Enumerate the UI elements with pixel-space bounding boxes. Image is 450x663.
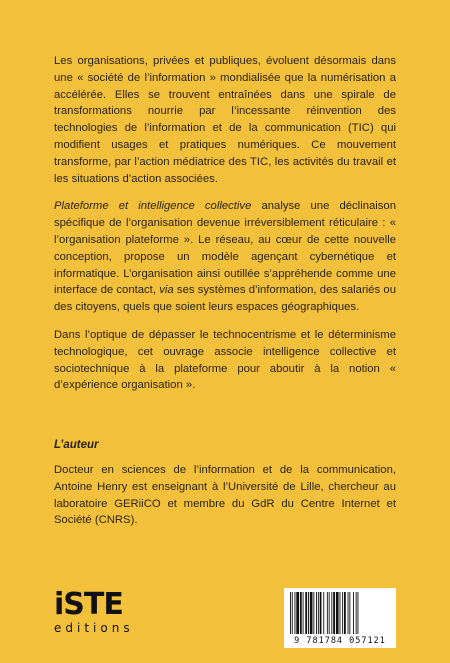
barcode-bar bbox=[323, 592, 324, 634]
barcode-bar bbox=[358, 592, 359, 634]
barcode-bar bbox=[320, 592, 322, 634]
publisher-logo-sub: editions bbox=[54, 621, 134, 635]
publisher-logo bbox=[54, 587, 164, 642]
barcode-bar bbox=[295, 592, 296, 634]
barcode-bar bbox=[340, 592, 341, 634]
barcode-bar bbox=[308, 592, 309, 634]
barcode-bar bbox=[296, 592, 299, 634]
barcode-bar bbox=[331, 592, 332, 634]
barcode-bar bbox=[329, 592, 330, 634]
isbn-number: 9 781784 057121 bbox=[294, 636, 386, 646]
text-run: ses systèmes d’information, des salariés ou des citoyens, quels que soient leurs espaces géographiques. bbox=[54, 284, 396, 314]
text-run: Les organisations, privées et publiques, évoluent désormais dans une « société de l’information » mondialisée que la numérisation a accélérée. Elles se trouvent entraînées dans une spirale de transformations nourrie par l’incessante réinvention des technologies de l’information et de la communication (TIC) qui modifient usages et pratiques numériques. Ce mouvement transforme, par l’action médiatrice des TIC, les activités du travail et les situations d’action associées. bbox=[54, 55, 396, 185]
author-bio: Docteur en sciences de l’information et de la communication, Antoine Henry est enseignant à l’Université de Lille, chercheur au laboratoire GERiiCO et membre du GdR du Centre Internet et Société (CNRS). bbox=[54, 464, 396, 527]
barcode-bar bbox=[336, 592, 339, 634]
barcode-bar bbox=[310, 592, 313, 634]
barcode-bar bbox=[344, 592, 346, 634]
barcode-bar bbox=[356, 592, 357, 634]
italic-text: via bbox=[159, 284, 174, 297]
barcode-bar bbox=[313, 592, 314, 634]
summary-text bbox=[54, 53, 396, 405]
isbn-barcode bbox=[284, 588, 396, 648]
italic-text: Plateforme et intelligence collective bbox=[54, 200, 252, 213]
barcode-bar bbox=[316, 592, 317, 634]
summary-paragraph-2 bbox=[54, 198, 396, 316]
barcode-bar bbox=[303, 592, 304, 634]
barcode-bar bbox=[318, 592, 319, 634]
summary-paragraph-3 bbox=[54, 327, 396, 394]
barcode-bars bbox=[290, 592, 390, 634]
barcode-bar bbox=[349, 592, 350, 634]
author-heading: L’auteur bbox=[54, 439, 99, 451]
barcode-bar bbox=[348, 592, 349, 634]
barcode-bar bbox=[292, 592, 293, 634]
text-run: analyse une déclinaison spécifique de l’organisation devenue irréversiblement réticulaire : « l’organisation plateforme ». Le réseau, au cœur de cette nouvelle conception, propose un modèle agençant cybernétique et informatique. L’organisation ainsi outillée s’appréhende comme une interface de contact, bbox=[54, 200, 396, 297]
summary-paragraph-1 bbox=[54, 53, 396, 187]
barcode-bar bbox=[305, 592, 307, 634]
barcode-bar bbox=[290, 592, 291, 634]
barcode-bar bbox=[353, 592, 354, 634]
text-run: Dans l’optique de dépasser le technocentrisme et le déterminisme technologique, cet ouvrage associe intelligence collective et sociotechnique à la plateforme pour aboutir à la notion « d’expérience organisation ». bbox=[54, 328, 396, 392]
publisher-logo-main: iSTE bbox=[54, 587, 123, 622]
barcode-bar bbox=[333, 592, 335, 634]
barcode-bar bbox=[300, 592, 302, 634]
barcode-bar bbox=[327, 592, 328, 634]
barcode-bar bbox=[342, 592, 343, 634]
